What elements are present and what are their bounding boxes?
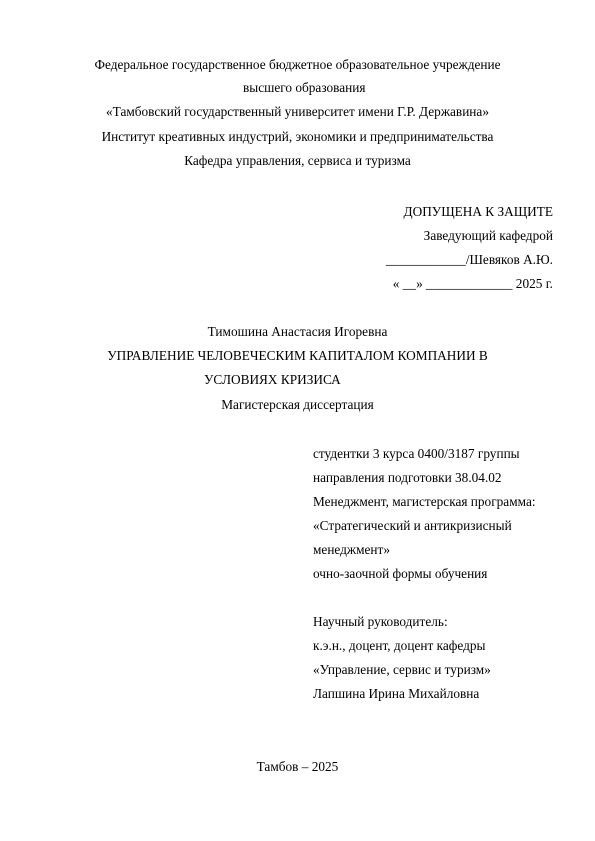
study-form: очно-заочной формы обучения [313, 566, 488, 581]
supervisor-department: «Управление, сервис и туризм» [313, 662, 491, 677]
supervisor-degree: к.э.н., доцент, доцент кафедры [313, 638, 486, 653]
student-course-group: студентки 3 курса 0400/3187 группы [313, 446, 520, 461]
student-program-name-1: «Стратегический и антикризисный [313, 518, 512, 533]
thesis-type: Магистерская диссертация [221, 397, 374, 412]
approval-title: ДОПУЩЕНА К ЗАЩИТЕ [403, 204, 553, 219]
approval-position: Заведующий кафедрой [423, 228, 553, 243]
thesis-title-line1: УПРАВЛЕНИЕ ЧЕЛОВЕЧЕСКИМ КАПИТАЛОМ КОМПАНИИ В [107, 348, 488, 363]
education-level: высшего образования [243, 80, 366, 95]
university-name: «Тамбовский государственный университет имени Г.Р. Державина» [106, 104, 489, 119]
author-name: Тимошина Анастасия Игоревна [207, 324, 388, 339]
institute-name: Институт креативных индустрий, экономики и предпринимательства [101, 129, 494, 144]
student-direction: направления подготовки 38.04.02 [313, 470, 502, 485]
supervisor-label: Научный руководитель: [313, 614, 448, 629]
approval-signature: ____________/Шевяков А.Ю. [386, 252, 553, 267]
student-program-name-2: менеджмент» [313, 542, 391, 557]
supervisor-name: Лапшина Ирина Михайловна [313, 686, 480, 701]
approval-date: « __» _____________ 2025 г. [392, 276, 553, 291]
student-program-label: Менеджмент, магистерская программа: [313, 494, 536, 509]
thesis-title-line2: УСЛОВИЯХ КРИЗИСА [204, 372, 341, 387]
city-year: Тамбов – 2025 [256, 759, 339, 774]
institution-type: Федеральное государственное бюджетное образовательное учреждение [94, 57, 501, 72]
department-name: Кафедра управления, сервиса и туризма [184, 153, 411, 168]
